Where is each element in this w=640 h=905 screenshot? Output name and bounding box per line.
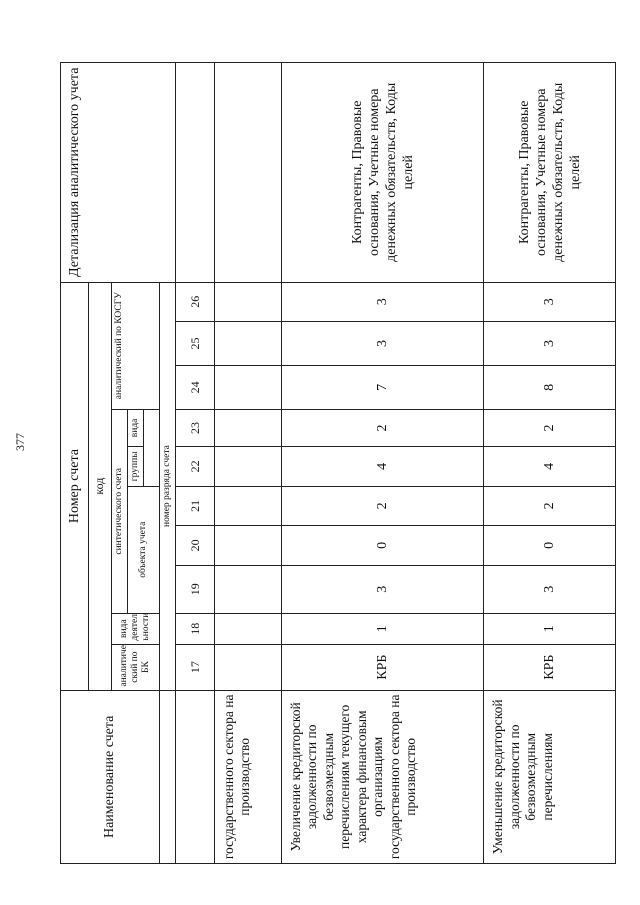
header-detail: Детализация аналитического учета — [61, 63, 176, 283]
detail-cell: Контрагенты, Правовые основания, Учетные номера денежных обязательств, Коды целей — [281, 63, 484, 283]
value-cell — [214, 526, 281, 566]
detail-cell: Контрагенты, Правовые основания, Учетные номера денежных обязательств, Коды целей — [484, 63, 616, 283]
value-cell: 8 — [484, 365, 616, 409]
account-name-cell: Увеличение кредиторской задолженности по безвозмездным перечислениям текущего характера финансовым организациям государственного сектора на производство — [281, 690, 484, 863]
header-analytic-bk: аналитиче ский по БК — [111, 644, 160, 690]
col-number: 23 — [176, 409, 214, 446]
value-cell: 2 — [484, 486, 616, 526]
value-cell: 3 — [281, 565, 484, 613]
value-cell: 3 — [281, 322, 484, 366]
table-row — [214, 63, 281, 864]
col-number: 25 — [176, 322, 214, 366]
table-row — [484, 63, 616, 864]
value-cell — [214, 644, 281, 690]
account-name-cell: Уменьшение кредиторской задолженности по безвозмездным перечислениям — [484, 690, 616, 863]
value-cell — [214, 365, 281, 409]
value-cell: 1 — [484, 613, 616, 644]
table-row — [281, 63, 484, 864]
header-account-number: Номер счета — [61, 282, 89, 690]
value-cell — [214, 282, 281, 322]
col-number: 26 — [176, 282, 214, 322]
value-cell — [214, 447, 281, 487]
value-cell — [214, 486, 281, 526]
value-cell: 0 — [484, 526, 616, 566]
header-activity-type: вида деятел ьности — [111, 613, 160, 644]
value-cell: 3 — [484, 282, 616, 322]
rotated-page — [60, 62, 616, 864]
header-group: группы — [127, 447, 143, 487]
header-object: объекта учета — [127, 486, 159, 613]
value-cell: 4 — [484, 447, 616, 487]
header-synthetic: синтетического счета — [111, 409, 127, 613]
col-number: 22 — [176, 447, 214, 487]
value-cell: 7 — [281, 365, 484, 409]
value-cell: 2 — [281, 486, 484, 526]
account-name-cell: государственного сектора на производство — [214, 690, 281, 863]
header-code: код — [89, 282, 111, 690]
col-number: 17 — [176, 644, 214, 690]
header-digit-number: номер разряда счета — [160, 282, 176, 690]
value-cell — [214, 565, 281, 613]
value-cell — [214, 409, 281, 446]
value-cell: 0 — [281, 526, 484, 566]
account-table — [60, 62, 616, 864]
col-number: 19 — [176, 565, 214, 613]
header-analytic-kosgu: аналитический по КОСГУ — [111, 282, 160, 409]
value-cell: 1 — [281, 613, 484, 644]
col-number: 21 — [176, 486, 214, 526]
value-cell — [214, 613, 281, 644]
value-cell: 2 — [484, 409, 616, 446]
value-cell: 4 — [281, 447, 484, 487]
value-cell — [214, 322, 281, 366]
value-cell: 3 — [484, 322, 616, 366]
col-number: 18 — [176, 613, 214, 644]
detail-cell — [214, 63, 281, 283]
value-cell: КРБ — [281, 644, 484, 690]
header-kind: вида — [127, 409, 143, 446]
value-cell: КРБ — [484, 644, 616, 690]
col-number: 20 — [176, 526, 214, 566]
value-cell: 3 — [281, 282, 484, 322]
page-number: 377 — [13, 433, 27, 451]
value-cell: 2 — [281, 409, 484, 446]
col-number: 24 — [176, 365, 214, 409]
value-cell: 3 — [484, 565, 616, 613]
header-account-name: Наименование счета — [61, 690, 160, 863]
